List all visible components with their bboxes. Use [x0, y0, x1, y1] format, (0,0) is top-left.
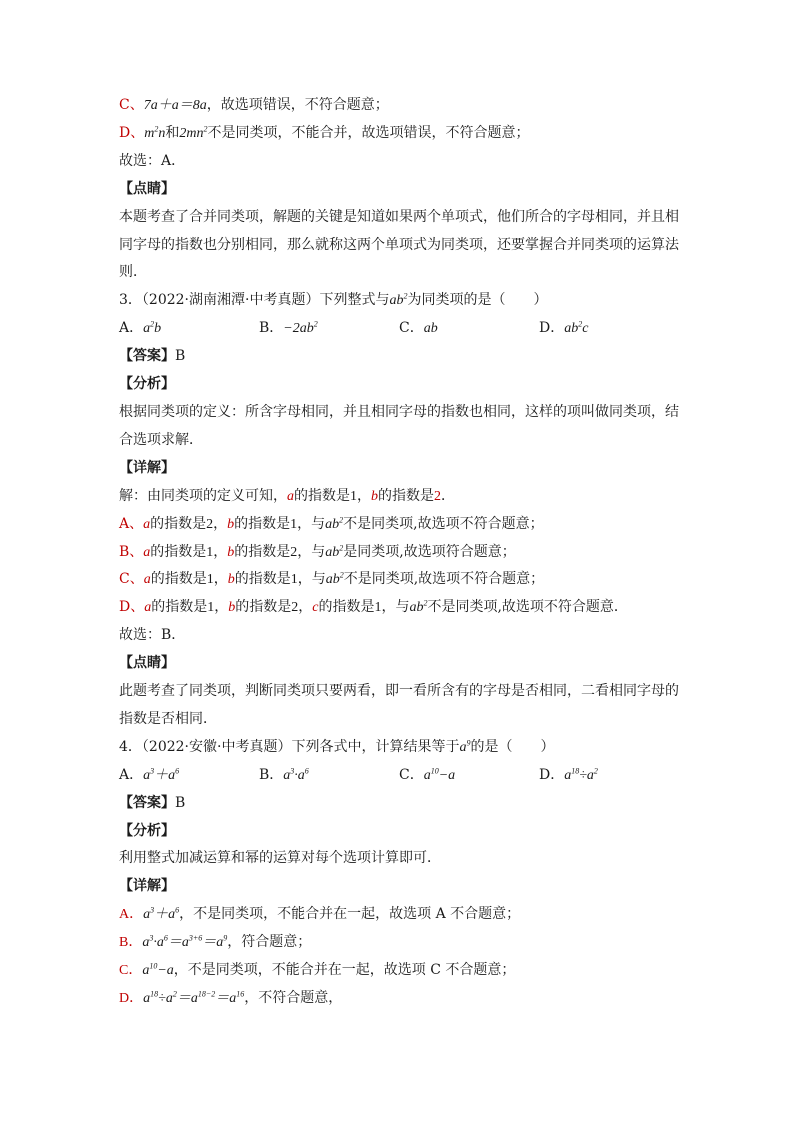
q3-tip-heading: 【点睛】: [119, 655, 175, 672]
tip-body: 本题考查了合并同类项，解题的关键是知道如果两个单项式，他们所合的字母相同，并且相同字母的指数也分别相同，那么就称这两个单项式为同类项，还要掌握合并同类项的运算法则．: [119, 208, 679, 281]
q3-detail-heading: 【详解】: [119, 459, 175, 476]
q4-option-a[interactable]: A．$a^3+a^6$: [119, 766, 180, 783]
q3-analysis-heading: 【分析】: [119, 376, 175, 393]
document-page: [119, 92, 679, 1013]
q4-detail-heading: 【详解】: [119, 878, 175, 895]
option-d-explanation: D、$m^2n$和$2mn^2$不是同类项，不能合并，故选项错误，不符合题意；: [119, 124, 530, 141]
q4-option-c[interactable]: C．$a^{10}-a$: [399, 766, 456, 783]
q3-answer: 【答案】B: [119, 348, 186, 365]
q4-detail-a: A．$a^3+a^6$，不是同类项，不能合并在一起，故选项 A 不合题意；: [119, 905, 521, 923]
q4-option-d[interactable]: D．$a^{18}\div a^2$: [539, 766, 598, 783]
q4-detail-d: D．$a^{18}\div a^2=a^{18-2}=a^{16}$，不符合题意，: [119, 989, 343, 1006]
tip-heading: 【点睛】: [119, 180, 175, 197]
q3-detail-c: C、a的指数是1，b的指数是1，与$ab^2$不是同类项,故选项不符合题意；: [119, 570, 545, 588]
q4-option-b[interactable]: B．$a^3\cdot a^6$: [259, 766, 309, 783]
math-d1: $m^2n$: [144, 124, 166, 141]
q3-analysis-body: 根据同类项的定义：所含字母相同，并且相同字母的指数也相同，这样的项叫做同类项，结合选项求解．: [119, 403, 679, 448]
q3-detail-b: B、a的指数是1，b的指数是2，与$ab^2$是同类项,故选项符合题意；: [119, 542, 516, 560]
math-c: 7a＋a＝8a: [143, 98, 207, 113]
q3-solution-intro: 解：由同类项的定义可知，a的指数是1，b的指数是2．: [119, 487, 455, 504]
q3-option-d[interactable]: D．$ab^2c$: [539, 319, 589, 337]
question-3-stem: 3．（2022·湖南湘潭·中考真题）下列整式与$ab^2$为同类项的是（ ）: [119, 291, 548, 309]
q3-tip-body: 此题考查了同类项，判断同类项只要两看，即一看所含有的字母是否相同，二看相同字母的指数是否相同．: [119, 683, 679, 727]
q3-option-a[interactable]: A．$a^2b$: [119, 319, 162, 337]
q3-option-b[interactable]: B．$-2ab^2$: [259, 319, 318, 337]
q3-detail-a: A、a的指数是2，b的指数是1，与$ab^2$不是同类项,故选项不符合题意；: [119, 514, 544, 532]
question-4-stem: 4．（2022·安徽·中考真题）下列各式中，计算结果等于$a^9$的是（ ）: [119, 738, 555, 755]
q4-analysis-body: 利用整式加减运算和幂的运算对每个选项计算即可．: [119, 850, 441, 867]
option-c-explanation: C、7a＋a＝8a，故选项错误，不符合题意；: [119, 97, 389, 113]
math-d2: $2mn^2$: [179, 124, 208, 141]
q3-detail-d: D、a的指数是1，b的指数是2，c的指数是1，与$ab^2$不是同类项,故选项不符合题意．: [119, 598, 628, 616]
q4-analysis-heading: 【分析】: [119, 822, 175, 839]
q4-answer: 【答案】B: [119, 794, 186, 811]
q4-detail-b: B．$a^3\cdot a^6=a^{3+6}=a^9$，符合题意；: [119, 933, 312, 951]
question-4-options: [119, 762, 679, 790]
answer-line: 故选：A．: [119, 152, 186, 169]
question-3-options: [119, 315, 679, 343]
q3-option-c[interactable]: C．ab: [399, 320, 438, 337]
q4-detail-c: C．$a^{10}-a$，不是同类项，不能合并在一起，故选项 C 不合题意；: [119, 961, 516, 979]
q3-final-answer: 故选：B．: [119, 627, 186, 644]
